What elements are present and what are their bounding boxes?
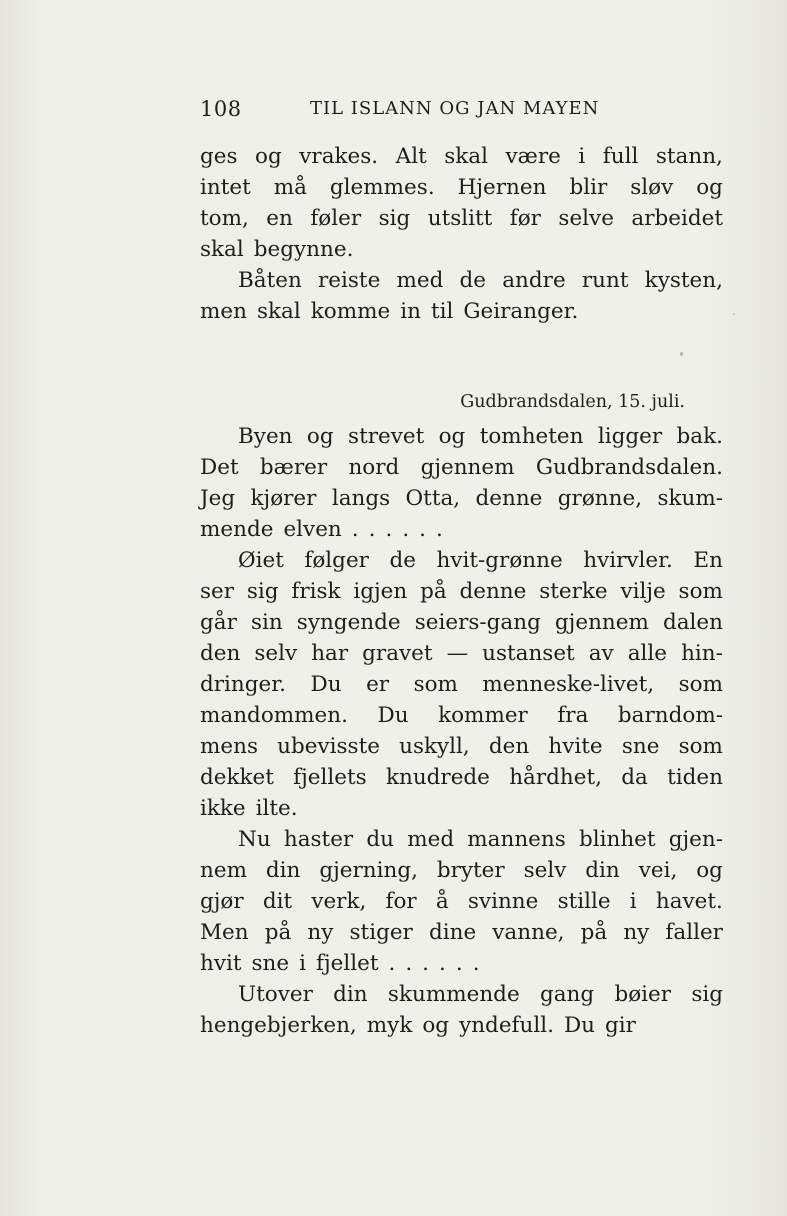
text-line: Båten reiste med de andre runt kysten, — [238, 268, 723, 293]
text-line: intet må glemmes. Hjernen blir sløv og — [200, 175, 723, 200]
text-line: Nu haster du med mannens blinhet gjen- — [238, 827, 723, 852]
text-line: nem din gjerning, bryter selv din vei, og — [200, 858, 723, 883]
text-line: den selv har gravet — ustanset av alle hin- — [200, 641, 723, 666]
text-line: mandommen. Du kommer fra barndom- — [200, 703, 723, 728]
text-line: Men på ny stiger dine vanne, på ny faller — [200, 920, 723, 945]
text-line: hengebjerken, myk og yndefull. Du gir — [200, 1013, 636, 1038]
running-title: TIL ISLANN OG JAN MAYEN — [310, 98, 600, 119]
page-blemish — [680, 352, 683, 356]
text-line: mende elven . . . . . . — [200, 517, 443, 542]
text-line: men skal komme in til Geiranger. — [200, 299, 579, 324]
text-line: dringer. Du er som menneske-livet, som — [200, 672, 723, 697]
text-line: dekket fjellets knudrede hårdhet, da tiden — [200, 765, 723, 790]
text-line: skal begynne. — [200, 237, 354, 262]
paragraph-block-2 — [200, 421, 723, 1041]
text-line: tom, en føler sig utslitt før selve arbeidet — [200, 206, 723, 231]
text-line: ser sig frisk igjen på denne sterke vilje som — [200, 579, 723, 604]
text-line: Øiet følger de hvit-grønne hvirvler. En — [238, 548, 723, 573]
text-line: Det bærer nord gjennem Gudbrandsdalen. — [200, 455, 723, 480]
text-line: hvit sne i fjellet . . . . . . — [200, 951, 480, 976]
text-line: gjør dit verk, for å svinne stille i havet. — [200, 889, 723, 914]
page-header — [200, 97, 725, 123]
page-number: 108 — [200, 97, 242, 121]
text-line: ikke ilte. — [200, 796, 298, 821]
text-line: mens ubevisste uskyll, den hvite sne som — [200, 734, 723, 759]
dateline: Gudbrandsdalen, 15. juli. — [460, 392, 685, 412]
text-line: Byen og strevet og tomheten ligger bak. — [238, 424, 723, 449]
page-blemish — [733, 313, 735, 315]
text-line: ges og vrakes. Alt skal være i full stann, — [200, 144, 723, 169]
text-line: Utover din skummende gang bøier sig — [238, 982, 723, 1007]
paragraph-block-1 — [200, 141, 723, 327]
text-line: Jeg kjører langs Otta, denne grønne, skum- — [200, 486, 723, 511]
text-line: går sin syngende seiers-gang gjennem dalen — [200, 610, 723, 635]
